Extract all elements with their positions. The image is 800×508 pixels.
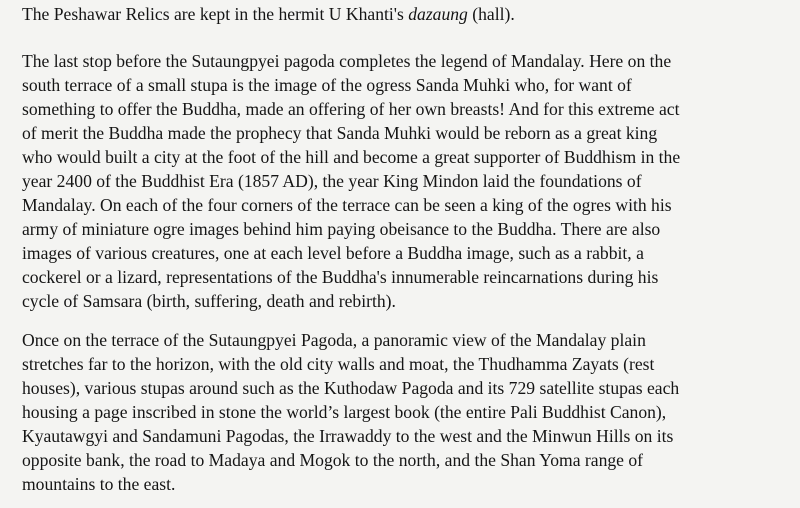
- paragraph-2-line: opposite bank, the road to Madaya and Mogok to the north, and the Shan Yoma range of: [22, 450, 644, 470]
- paragraph-2-line: mountains to the east.: [22, 474, 176, 494]
- paragraph-2-line: houses), various stupas around such as the Kuthodaw Pagoda and its 729 satellite stupas each: [22, 378, 680, 398]
- paragraph-1-line: who would built a city at the foot of the hill and become a great supporter of Buddhism in the: [22, 147, 681, 167]
- intro-text-end: (hall).: [467, 4, 515, 24]
- paragraph-1-line: something to offer the Buddha, made an offering of her own breasts! And for this extreme act: [22, 99, 680, 119]
- paragraph-1-line: The last stop before the Sutaungpyei pagoda completes the legend of Mandalay. Here on the: [22, 51, 672, 71]
- paragraph-1-line: cycle of Samsara (birth, suffering, death and rebirth).: [22, 291, 396, 311]
- paragraph-2-line: Once on the terrace of the Sutaungpyei Pagoda, a panoramic view of the Mandalay plain: [22, 330, 646, 350]
- paragraph-2-line: stretches far to the horizon, with the old city walls and moat, the Thudhamma Zayats (rest: [22, 354, 655, 374]
- paragraph-1-line: cockerel or a lizard, representations of the Buddha's innumerable reincarnations during his: [22, 267, 659, 287]
- paragraph-1-line: Mandalay. On each of the four corners of the terrace can be seen a king of the ogres with his: [22, 195, 672, 215]
- intro-italic-word: dazaung: [408, 4, 468, 24]
- intro-line: [22, 2, 515, 26]
- paragraph-2-line: housing a page inscribed in stone the world’s largest book (the entire Pali Buddhist Canon),: [22, 402, 667, 422]
- paragraph-1-line: year 2400 of the Buddhist Era (1857 AD), the year King Mindon laid the foundations of: [22, 171, 642, 191]
- paragraph-2-line: Kyautawgyi and Sandamuni Pagodas, the Irrawaddy to the west and the Minwun Hills on its: [22, 426, 674, 446]
- paragraph-1-line: south terrace of a small stupa is the image of the ogress Sanda Muhki who, for want of: [22, 75, 632, 95]
- intro-text: The Peshawar Relics are kept in the hermit U Khanti's: [22, 4, 409, 24]
- paragraph-1-line: army of miniature ogre images behind him paying obeisance to the Buddha. There are also: [22, 219, 661, 239]
- paragraph-1-line: images of various creatures, one at each level before a Buddha image, such as a rabbit, a: [22, 243, 644, 263]
- paragraph-1-line: of merit the Buddha made the prophecy that Sanda Muhki would be reborn as a great king: [22, 123, 658, 143]
